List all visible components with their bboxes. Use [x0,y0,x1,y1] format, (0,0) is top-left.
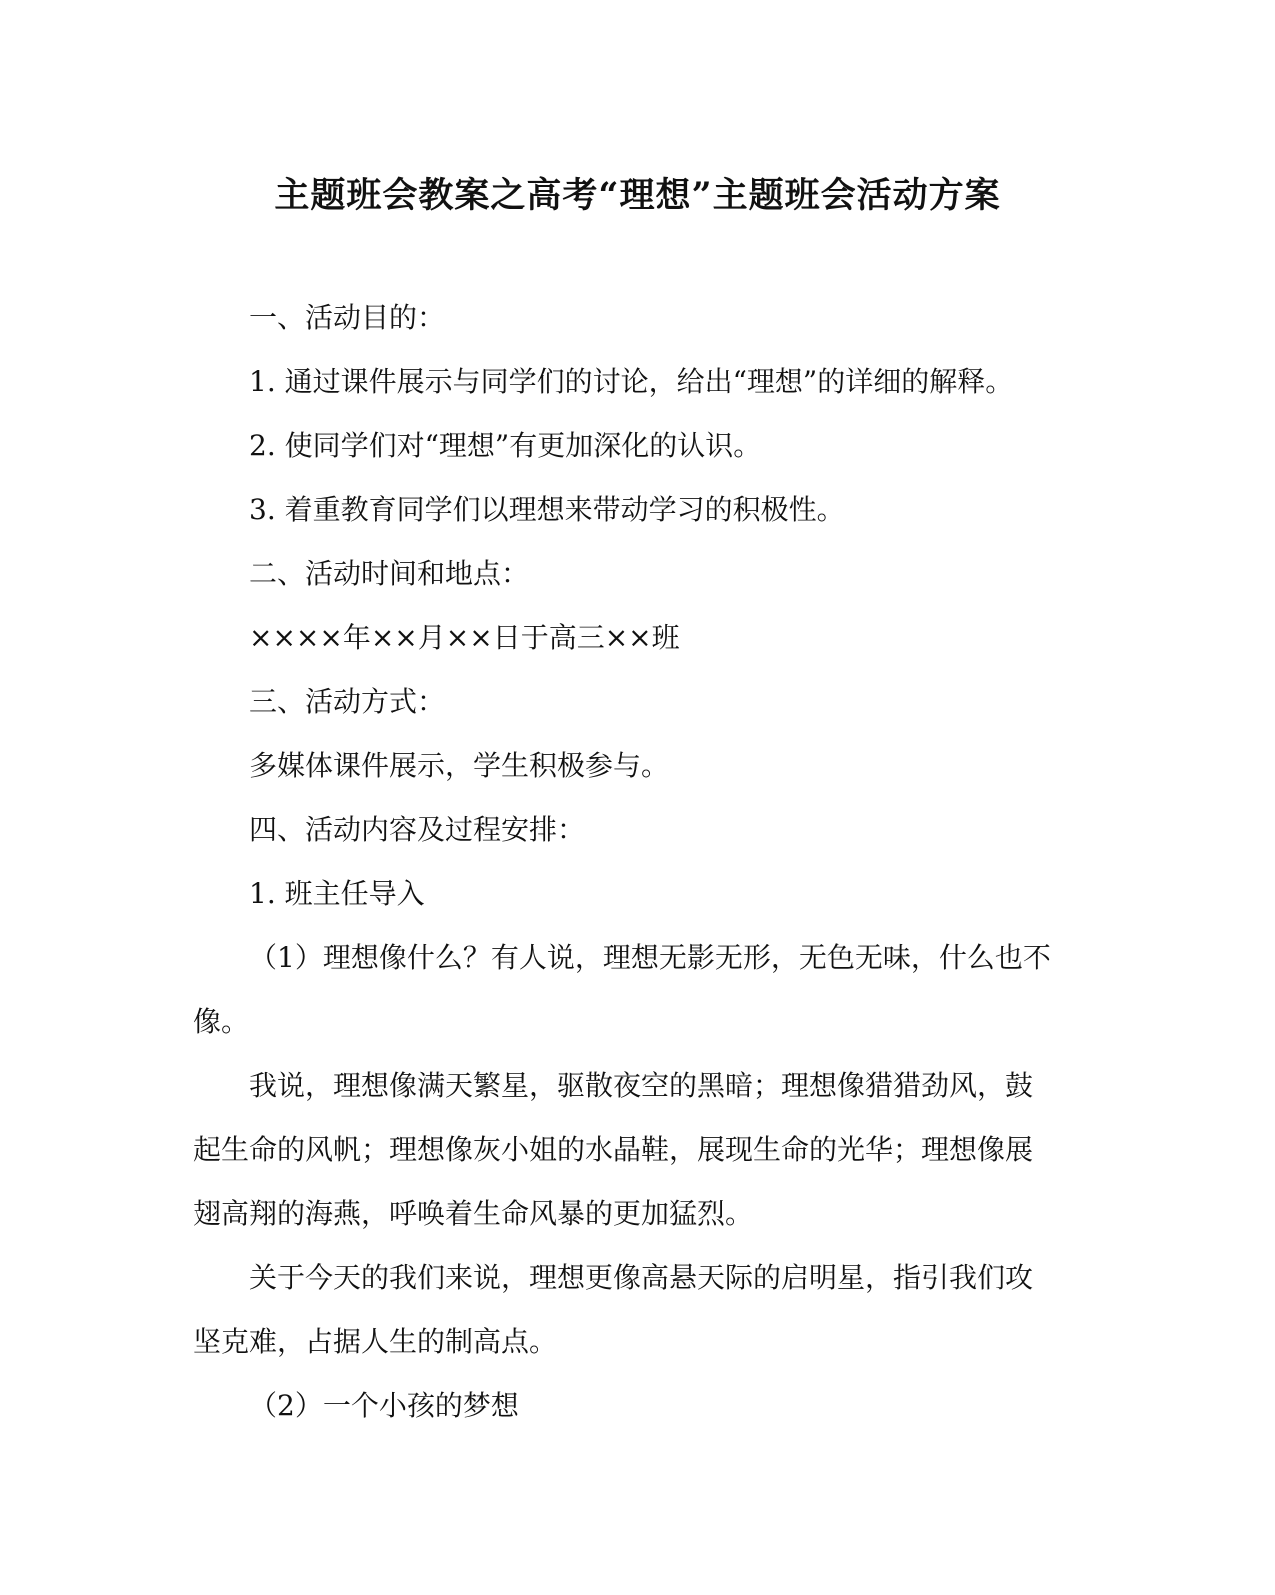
time-place-text: ××××年××月××日于高三××班 [249,621,680,654]
section-heading-method: 三、活动方式： [249,685,446,718]
paragraph-ideal-today: 关于今天的我们来说，理想更像高悬天际的启明星，指引我们攻坚克难，占据人生的制高点。 [193,1261,1034,1358]
paragraph-child-dream: （2）一个小孩的梦想 [249,1389,519,1422]
purpose-item-3: 3. 着重教育同学们以理想来带动学习的积极性。 [249,493,845,526]
section-heading-content: 四、活动内容及过程安排： [249,813,586,846]
section-heading-time-place: 二、活动时间和地点： [249,557,530,590]
document-body [193,286,1055,1438]
paragraph-ideal-question: （1）理想像什么？有人说，理想无影无形，无色无味，什么也不像。 [193,941,1051,1038]
purpose-item-2: 2. 使同学们对“理想”有更加深化的认识。 [249,429,762,462]
section-heading-purpose: 一、活动目的： [249,301,446,334]
method-text: 多媒体课件展示，学生积极参与。 [249,749,670,782]
content-item-1: 1. 班主任导入 [249,877,425,910]
paragraph-ideal-metaphors: 我说，理想像满天繁星，驱散夜空的黑暗；理想像猎猎劲风，鼓起生命的风帆；理想像灰小姐的水晶鞋，展现生命的光华；理想像展翅高翔的海燕，呼唤着生命风暴的更加猛烈。 [193,1069,1034,1230]
purpose-item-1: 1. 通过课件展示与同学们的讨论，给出“理想”的详细的解释。 [249,365,1014,398]
document-title: 主题班会教案之高考“理想”主题班会活动方案 [274,175,1001,216]
